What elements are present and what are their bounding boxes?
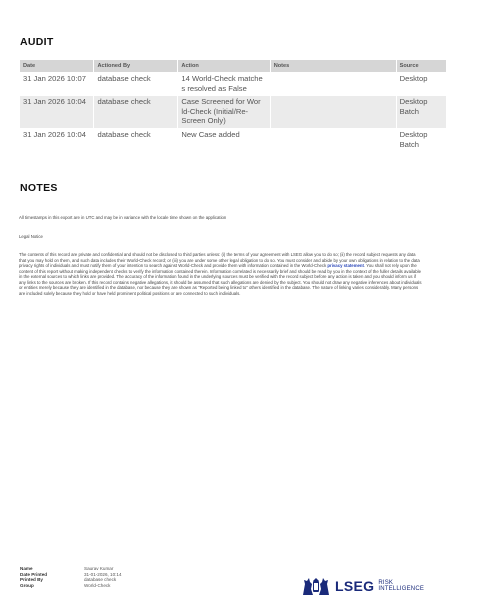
legal-text-part2: . You shall not rely upon the content of this report without making independent checks to verify the information contained therein. Information correlated is necessarily brief and should be read by you in the context of the fuller details available in the external sources to which links are provided. The accuracy of the information found in the underlying sources must be verified with the record subject before any action is taken and you should inform us if any links to the sources are broken. If this record contains negative allegations, it should be assumed that such allegations are denied by the subject. You should not draw any negative inferences about individuals or entities merely because they are identified in the database, nor because they are shown as "Reported being linked to" others identified in the database. The nature of linking varies considerably. Many persons are included solely because they hold or have held prominent political positions or are connected to such individuals.: [19, 263, 422, 296]
print-info: [20, 566, 122, 588]
printed-by-label: Printed By: [20, 577, 43, 583]
header-source: Source: [396, 60, 446, 73]
cell-notes: [270, 73, 396, 96]
audit-section-title: AUDIT: [20, 36, 54, 48]
date-printed-value: 31-01-2026, 10:14: [84, 571, 122, 577]
cell-action: New Case added: [178, 128, 270, 151]
privacy-statement-link[interactable]: privacy statement: [327, 263, 364, 268]
cell-action: Case Screened for Wor ld-Check (Initial/Re- Screen Only): [178, 96, 270, 129]
lseg-logo: [301, 575, 424, 597]
name-label: Name: [20, 566, 33, 571]
header-date: Date: [20, 60, 94, 73]
legal-text-part1: The contents of this record are private and confidential and should not be disclosed to third parties unless: (i) the terms of your agreement with LSEG allow you to do so; (ii) the record subject requests any data that you may hold on them, and such data includes their World-Check record; or (iii) you are under some other legal obligation to do so. You must consider and abide by your own obligations in relation to the data privacy rights of individuals and must notify them of your intention to search against World-Check and provide them with information contained in the World-Check: [19, 252, 420, 268]
lion-unicorn-crest-icon: [301, 575, 331, 597]
date-printed-label: Date Printed: [20, 571, 48, 577]
legal-notice-body: [19, 252, 423, 296]
audit-header-row: [20, 60, 447, 73]
cell-date: 31 Jan 2026 10:04: [20, 96, 94, 129]
brand-tagline-line1: RISK: [378, 579, 394, 586]
header-notes: Notes: [270, 60, 396, 73]
header-action: Action: [178, 60, 270, 73]
group-value: World-Check: [84, 582, 111, 588]
printed-by-value: database check: [84, 577, 117, 583]
cell-source: Desktop Batch: [396, 96, 446, 129]
table-row: [20, 73, 447, 96]
cell-date: 31 Jan 2026 10:04: [20, 128, 94, 151]
timezone-note: All timestamps in this export are in UTC and may be in variance with the locale time shown on the application: [19, 215, 227, 220]
cell-source: Desktop Batch: [396, 128, 446, 151]
cell-actioned-by: database check: [94, 73, 178, 96]
brand-tagline: [378, 580, 424, 593]
cell-action: 14 World-Check matche s resolved as False: [178, 73, 270, 96]
legal-notice-title: Legal Notice: [19, 234, 43, 239]
brand-name: LSEG: [335, 578, 375, 594]
table-row: [20, 96, 447, 129]
group-label: Group: [20, 582, 34, 588]
cell-source: Desktop: [396, 73, 446, 96]
cell-actioned-by: database check: [94, 96, 178, 129]
cell-notes: [270, 128, 396, 151]
cell-notes: [270, 96, 396, 129]
name-value: Saurav Kumar: [84, 566, 114, 571]
table-row: [20, 128, 447, 151]
cell-date: 31 Jan 2026 10:07: [20, 73, 94, 96]
audit-table: [19, 59, 447, 152]
notes-section-title: NOTES: [20, 182, 58, 194]
cell-actioned-by: database check: [94, 128, 178, 151]
header-actioned-by: Actioned By: [94, 60, 178, 73]
brand-tagline-line2: INTELLIGENCE: [378, 586, 425, 592]
